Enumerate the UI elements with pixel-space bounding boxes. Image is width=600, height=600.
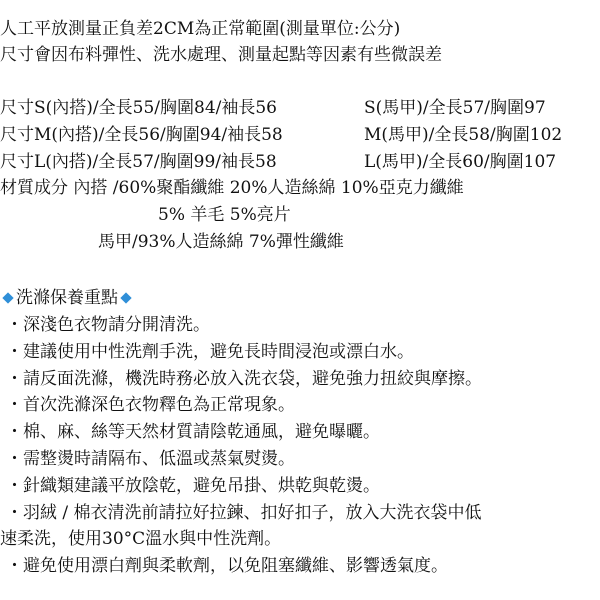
care-heading-text: 洗滌保養重點	[16, 288, 118, 308]
care-item: ・首次洗滌深色衣物釋色為正常現象。	[6, 395, 295, 415]
material-vest: 馬甲/93%人造絲綿 7%彈性纖維	[98, 232, 344, 252]
measurement-note: 人工平放測量正負差2CM為正常範圍(測量單位:公分)	[0, 19, 401, 39]
care-heading	[0, 287, 134, 309]
care-item: ・避免使用漂白劑與柔軟劑，以免阻塞纖維、影響透氣度。	[6, 556, 448, 576]
care-item: ・需整燙時請隔布、低溫或蒸氣熨燙。	[6, 449, 295, 469]
material-inner-cont: 5% 羊毛 5%亮片	[158, 205, 291, 225]
diamond-icon	[2, 292, 13, 303]
size-m-vest: M(馬甲)/全長58/胸圍102	[364, 125, 563, 145]
care-item: ・深淺色衣物請分開清洗。	[6, 315, 210, 335]
care-item: ・棉、麻、絲等天然材質請陰乾通風，避免曝曬。	[6, 422, 380, 442]
care-item: ・羽絨 / 棉衣清洗前請拉好拉鍊、扣好扣子，放入大洗衣袋中低	[6, 503, 482, 523]
size-m-inner: 尺寸M(內搭)/全長56/胸圍94/袖長58	[0, 125, 283, 145]
care-item: ・建議使用中性洗劑手洗，避免長時間浸泡或漂白水。	[6, 342, 414, 362]
care-item-cont: 速柔洗，使用30°C溫水與中性洗劑。	[0, 529, 282, 549]
care-item: ・請反面洗滌，機洗時務必放入洗衣袋，避免強力扭絞與摩擦。	[6, 369, 482, 389]
size-s-inner: 尺寸S(內搭)/全長55/胸圍84/袖長56	[0, 98, 277, 118]
size-variance-note: 尺寸會因布料彈性、洗水處理、測量起點等因素有些微誤差	[0, 45, 442, 65]
size-l-vest: L(馬甲)/全長60/胸圍107	[364, 152, 557, 172]
care-item: ・針織類建議平放陰乾，避免吊掛、烘乾與乾燙。	[6, 476, 380, 496]
size-s-vest: S(馬甲)/全長57/胸圍97	[364, 98, 546, 118]
material-inner: 材質成分 內搭 /60%聚酯纖維 20%人造絲綿 10%亞克力纖維	[0, 178, 464, 198]
size-l-inner: 尺寸L(內搭)/全長57/胸圍99/袖長58	[0, 152, 277, 172]
diamond-icon	[120, 292, 131, 303]
